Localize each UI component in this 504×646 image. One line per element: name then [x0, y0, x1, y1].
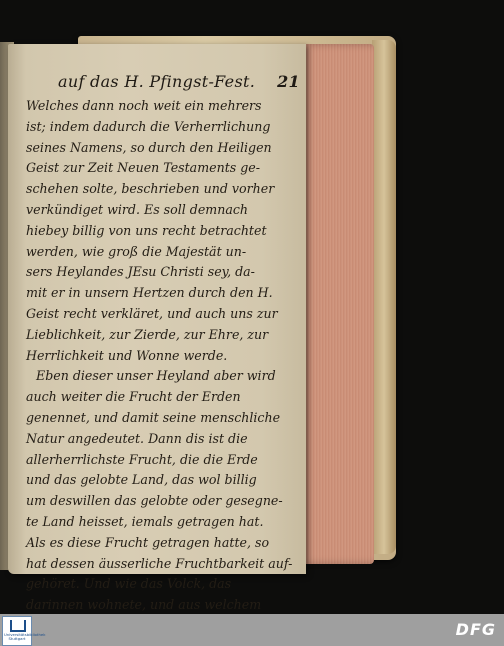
logo-mark-icon	[10, 620, 26, 632]
text-line: seines Namens, so durch den Heiligen	[26, 139, 272, 155]
text-line: um deswillen das gelobte oder gesegne-	[26, 493, 283, 509]
text-line: hat dessen äusserliche Fruchtbarkeit auf-	[26, 555, 293, 571]
text-line: allerherrlichste Frucht, die die Erde	[26, 451, 258, 467]
text-line: Welches dann noch weit ein mehrers	[26, 98, 262, 113]
text-line: gehöret. Und wie das Volck, das	[26, 576, 232, 592]
text-line: genennet, und damit seine menschliche	[26, 409, 281, 425]
text-line: hiebey billig von uns recht betrachtet	[26, 222, 267, 238]
text-line: und das gelobte Land, das wol billig	[26, 472, 257, 488]
logo-label: Universitätsbibliothek Stuttgart	[4, 632, 46, 641]
text-line: schehen solte, beschrieben und vorher	[26, 181, 275, 197]
text-line: te Land heisset, iemals getragen hat.	[26, 513, 264, 529]
header-title: auf das H. Pfingst-Fest.	[58, 72, 256, 91]
page-number: 21	[277, 72, 300, 91]
text-line: ist; indem dadurch die Verherrlichung	[26, 118, 271, 134]
page-body	[26, 96, 293, 637]
cover-edge	[372, 40, 396, 554]
text-line: Geist recht verkläret, und auch uns zur	[26, 305, 278, 321]
text-line: Geist zur Zeit Neuen Testaments ge-	[26, 160, 260, 176]
text-line: darinnen wohnete, und aus welchem	[26, 597, 262, 613]
text-line: sers Heylandes JEsu Christi sey, da-	[26, 264, 255, 280]
text-line: mit er in unsern Hertzen durch den H.	[26, 285, 273, 301]
page-edges	[300, 44, 374, 564]
book-page	[8, 44, 306, 613]
text-line: Natur angedeutet. Dann dis ist die	[26, 430, 248, 446]
running-header	[58, 70, 300, 98]
text-line: verkündiget wird. Es soll demnach	[26, 201, 249, 217]
text-line: Eben dieser unser Heyland aber wird	[36, 368, 276, 384]
dfg-logo[interactable]: DFG	[455, 620, 496, 639]
text-line: auch weiter die Frucht der Erden	[26, 389, 241, 405]
text-line: werden, wie groß die Majestät un-	[26, 243, 247, 259]
text-line: Als es diese Frucht getragen hatte, so	[26, 534, 270, 550]
text-line: Lieblichkeit, zur Zierde, zur Ehre, zur	[26, 326, 269, 342]
library-logo-icon[interactable]	[2, 616, 46, 646]
text-line: Herrlichkeit und Wonne werde.	[26, 347, 228, 363]
viewer-footer	[0, 614, 504, 646]
